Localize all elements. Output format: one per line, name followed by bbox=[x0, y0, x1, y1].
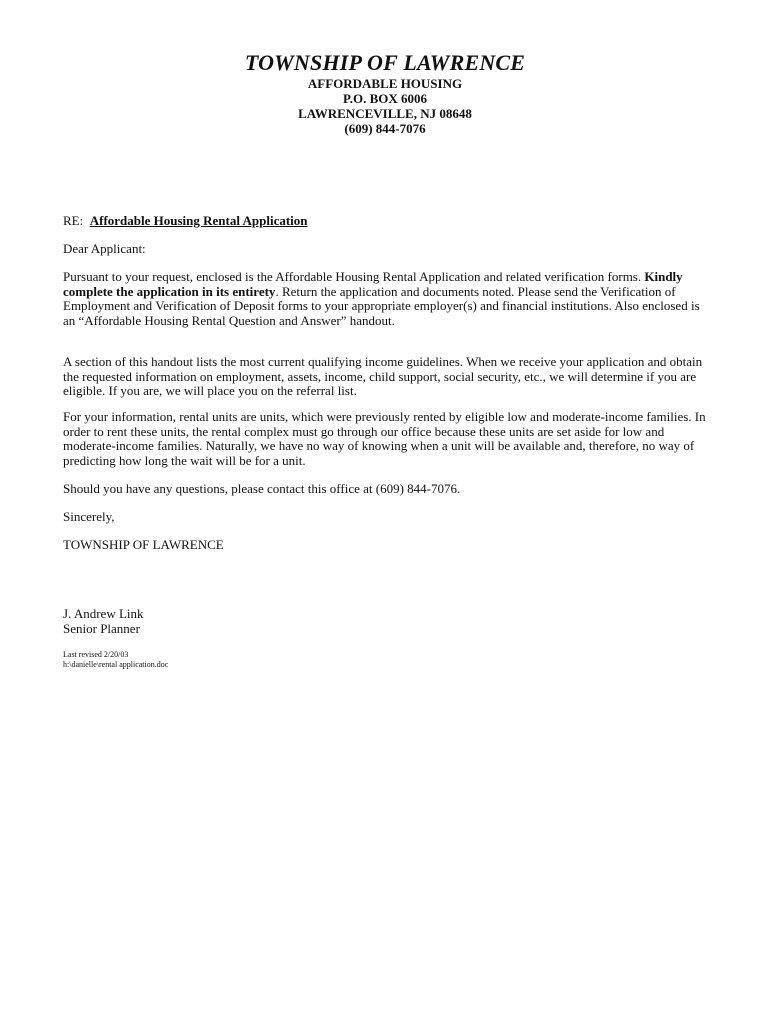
letterhead-po-box: P.O. BOX 6006 bbox=[342, 91, 428, 106]
paragraph-1-bold: Kindly complete the application in its entirety bbox=[63, 269, 683, 299]
letterhead-city-state-zip: LAWRENCEVILLE, NJ 08648 bbox=[298, 106, 472, 121]
paragraph-4: Should you have any questions, please contact this office at (609) 844-7076. bbox=[63, 481, 461, 496]
letterhead-title: TOWNSHIP OF LAWRENCE bbox=[244, 50, 526, 75]
paragraph-2: A section of this handout lists the most current qualifying income guidelines. When we receive your application and obtain the requested information on employment, assets, income, child support, social security, etc., we will determine if you are eligible. If you are, we will place you on the referral list. bbox=[63, 354, 703, 399]
re-prefix: RE: bbox=[63, 213, 84, 228]
paragraph-3: For your information, rental units are units, which were previously rented by eligible low and moderate-income families. In order to rent these units, the rental complex must go through our office because these units are set aside for low and moderate-income families. Naturally, we have no way of knowing when a unit will be available and, therefore, no way of predicting how long the wait will be for a unit. bbox=[63, 409, 706, 468]
signer-name: J. Andrew Link bbox=[63, 606, 144, 621]
footer-revised: Last revised 2/20/03 bbox=[63, 650, 129, 659]
letterhead bbox=[0, 50, 770, 136]
signer-block bbox=[63, 607, 713, 636]
paragraph-1 bbox=[63, 270, 713, 328]
closing: Sincerely, bbox=[63, 509, 115, 524]
re-subject: Affordable Housing Rental Application bbox=[89, 213, 308, 228]
footer-path: h:\danielle\rental application.doc bbox=[63, 659, 169, 669]
letterhead-department: AFFORDABLE HOUSING bbox=[307, 76, 463, 91]
salutation: Dear Applicant: bbox=[63, 241, 146, 256]
letterhead-phone: (609) 844-7076 bbox=[344, 121, 426, 136]
paragraph-1-part-1: Pursuant to your request, enclosed is the Affordable Housing Rental Application and related verification forms. bbox=[63, 269, 645, 284]
signer-title: Senior Planner bbox=[63, 620, 140, 636]
re-line bbox=[63, 214, 713, 229]
paragraph-1-part-2: . Return the application and documents noted. Please send the Verification of Employment and Verification of Deposit forms to your appropriate employer(s) and financial institutions. Also enclosed is an “Affordable Housing Rental Question and Answer” handout. bbox=[63, 283, 700, 328]
document-footer bbox=[63, 650, 168, 669]
organization-signature: TOWNSHIP OF LAWRENCE bbox=[63, 537, 224, 552]
